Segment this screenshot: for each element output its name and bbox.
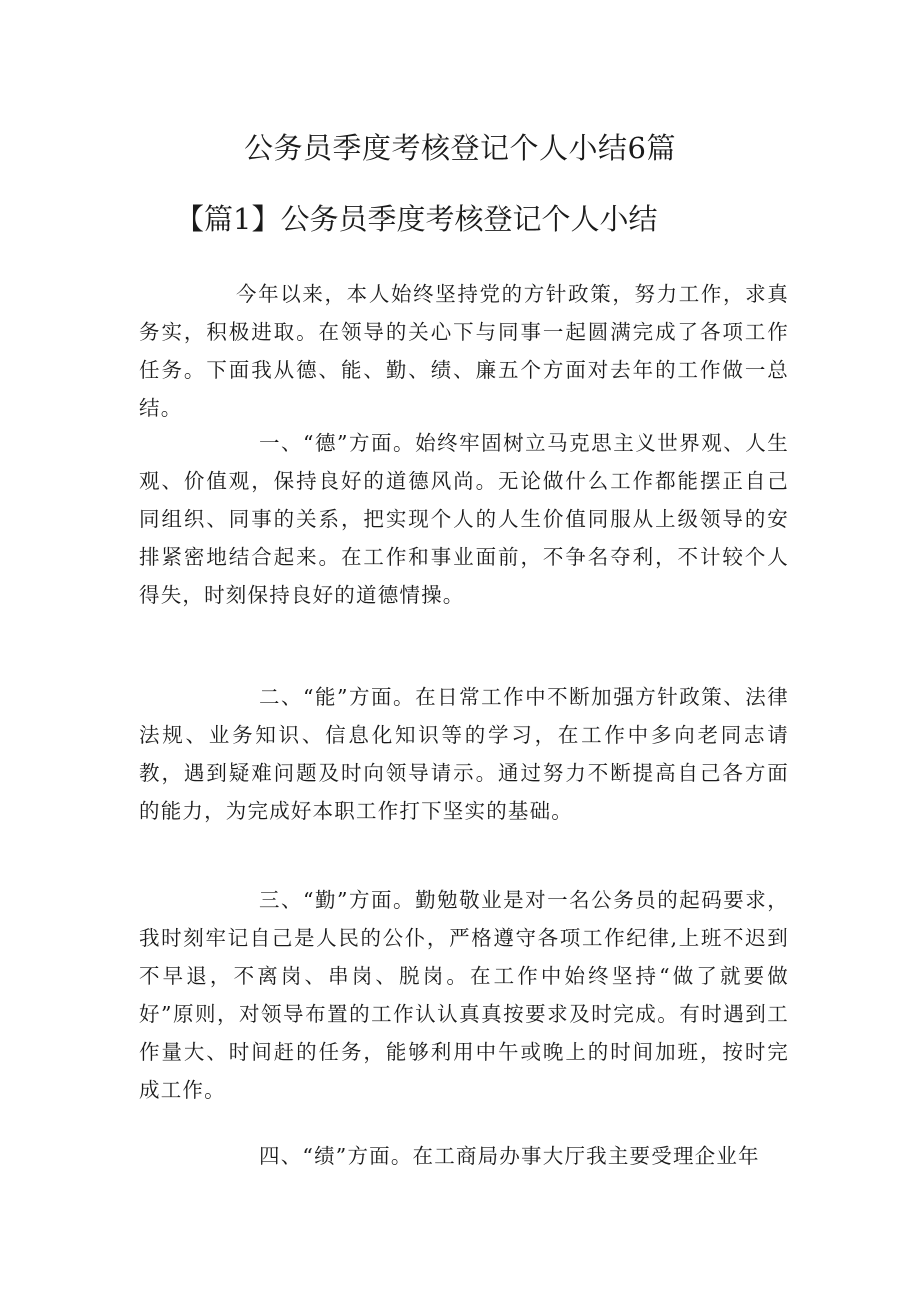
section-title: 【篇1】公务员季度考核登记个人小结	[175, 202, 658, 236]
document-title: 公务员季度考核登记个人小结6篇	[244, 131, 676, 165]
paragraph-intro: 今年以来，本人始终坚持党的方针政策，努力工作，求真务实，积极进取。在领导的关心下与同事一起圆满完成了各项工作任务。下面我从德、能、勤、绩、廉五个方面对去年的工作做一总结。	[139, 282, 789, 420]
paragraph-qin: 三、“勤”方面。勤勉敬业是对一名公务员的起码要求，我时刻牢记自己是人民的公仆，严格遵守各项工作纪律,上班不迟到不早退，不离岗、串岗、脱岗。在工作中始终坚持“做了就要做好”原则，对领导布置的工作认认真真按要求及时完成。有时遇到工作量大、时间赶的任务，能够利用中午或晚上的时间加班，按时完成工作。	[139, 888, 789, 1102]
paragraph-de: 一、“德”方面。始终牢固树立马克思主义世界观、人生观、价值观，保持良好的道德风尚。无论做什么工作都能摆正自己同组织、同事的关系，把实现个人的人生价值同服从上级领导的安排紧密地结合起来。在工作和事业面前，不争名夺利，不计较个人得失，时刻保持良好的道德情操。	[139, 431, 789, 607]
paragraph-ji: 四、“绩”方面。在工商局办事大厅我主要受理企业年	[259, 1144, 760, 1168]
paragraph-neng: 二、“能”方面。在日常工作中不断加强方针政策、法律法规、业务知识、信息化知识等的学习，在工作中多向老同志请教，遇到疑难问题及时向领导请示。通过努力不断提高自己各方面的能力，为完成好本职工作打下坚实的基础。	[139, 685, 789, 823]
